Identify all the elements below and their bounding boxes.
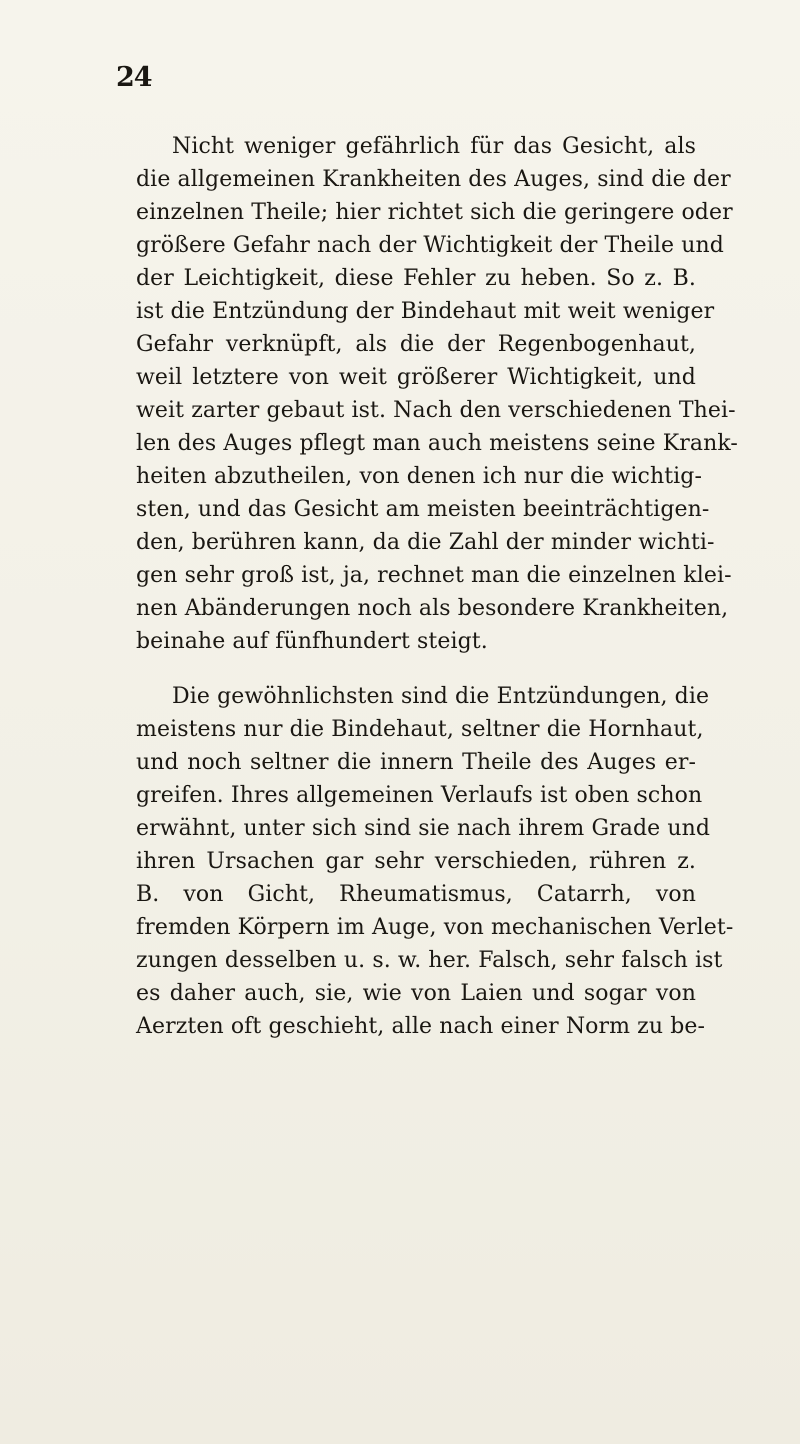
text-line: ist die Entzündung der Bindehaut mit weit weniger [136, 299, 715, 324]
paragraph-1 [136, 130, 738, 658]
text-line: beinahe auf fünfhundert steigt. [136, 629, 488, 654]
text-line: len des Auges pflegt man auch meistens seine Krank- [136, 431, 738, 456]
text-line: weil letztere von weit größerer Wichtigkeit, und [136, 365, 696, 390]
text-line: und noch seltner die innern Theile des Auges er- [136, 750, 696, 775]
text-line: die allgemeinen Krankheiten des Auges, sind die der [136, 167, 731, 192]
text-line: Die gewöhnlichsten sind die Entzündungen, die [172, 684, 710, 709]
text-line: heiten abzutheilen, von denen ich nur die wichtig- [136, 464, 703, 489]
paragraph-spacer [136, 658, 696, 680]
text-line: weit zarter gebaut ist. Nach den verschiedenen Thei- [136, 398, 736, 423]
text-line: einzelnen Theile; hier richtet sich die geringere oder [136, 200, 733, 225]
text-line: Aerzten oft geschieht, alle nach einer Norm zu be- [136, 1014, 706, 1039]
text-line: greifen. Ihres allgemeinen Verlaufs ist oben schon [136, 783, 703, 808]
text-line: ihren Ursachen gar sehr verschieden, rühren z. [136, 849, 696, 874]
text-line: Gefahr verknüpft, als die der Regenbogenhaut, [136, 332, 696, 357]
text-line: sten, und das Gesicht am meisten beeinträchtigen- [136, 497, 710, 522]
text-line: gen sehr groß ist, ja, rechnet man die einzelnen klei- [136, 563, 732, 588]
text-line: Nicht weniger gefährlich für das Gesicht, als [172, 134, 696, 159]
text-line: nen Abänderungen noch als besondere Krankheiten, [136, 596, 729, 621]
page-number: 24 [116, 62, 152, 93]
text-line: den, berühren kann, da die Zahl der minder wichti- [136, 530, 715, 555]
text-line: B. von Gicht, Rheumatismus, Catarrh, von [136, 882, 696, 907]
text-line: größere Gefahr nach der Wichtigkeit der Theile und [136, 233, 724, 258]
text-line: erwähnt, unter sich sind sie nach ihrem Grade und [136, 816, 711, 841]
text-line: zungen desselben u. s. w. her. Falsch, sehr falsch ist [136, 948, 723, 973]
paragraph-2 [136, 680, 734, 1043]
text-line: fremden Körpern im Auge, von mechanischen Verlet- [136, 915, 734, 940]
body-text [136, 130, 738, 1043]
text-line: es daher auch, sie, wie von Laien und sogar von [136, 981, 696, 1006]
text-line: meistens nur die Bindehaut, seltner die Hornhaut, [136, 717, 704, 742]
text-line: der Leichtigkeit, diese Fehler zu heben. So z. B. [136, 266, 696, 291]
